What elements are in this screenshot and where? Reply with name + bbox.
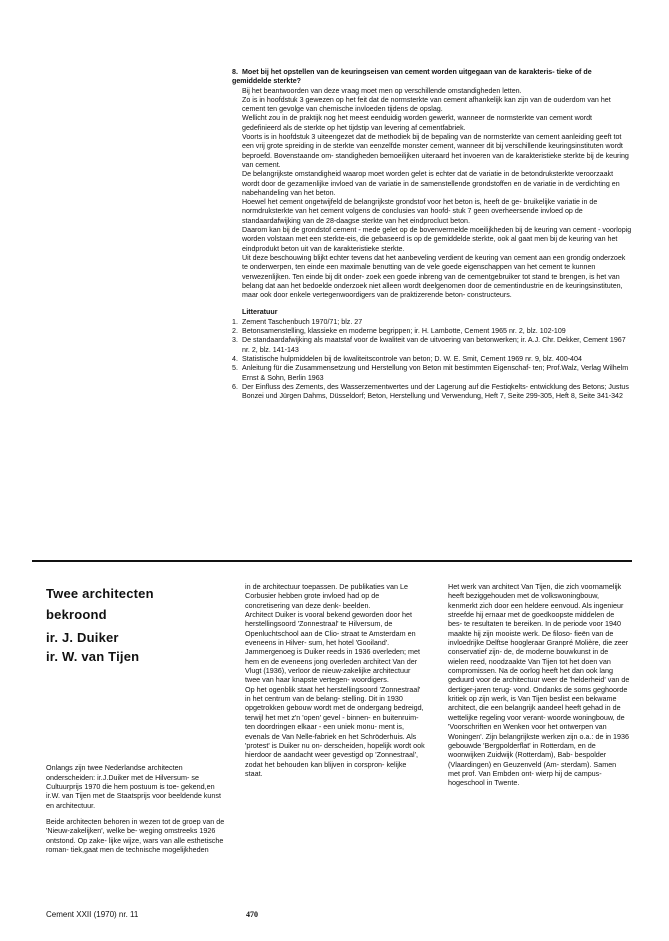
article-title-line1: Twee architecten xyxy=(46,586,154,601)
paragraph: Daarom kan bij de grondstof cement - mede gelet op de bovenvermelde moeilijkheden bij de keuring van cement - voorlopig worden volstaan met een sterkte-eis, die gebaseerd is op de gemiddelde sterkte, ook al gaat men bij de keuring van het eindprodukt beton uit van de karakteristieke sterkte. xyxy=(242,226,632,253)
literature-text: Anleitung für die Zusammensetzung und Herstellung von Beton mit bestimmten Eigenschaf- ten; Prof.Walz, Verlag Wilhelm Ernst & Sohn, Berlin 1963 xyxy=(242,364,629,382)
literature-text: Statistische hulpmiddelen bij de kwaliteitscontrole van beton; D. W. E. Smit, Cement 1969 nr. 9, blz. 400-404 xyxy=(242,354,582,363)
article-column-1 xyxy=(46,756,226,862)
paragraph: Beide architecten behoren in wezen tot de groep van de 'Nieuw-zakelijken', welke be- weging omstreeks 1926 ontstond. Op zake- lijke wijze, wars van alle esthetische roman- tiek,gaat men de technische mogelijkheden xyxy=(46,817,225,855)
article-title xyxy=(46,583,154,625)
question-text: Moet bij het opstellen van de keuringseisen van cement worden uitgegaan van de karakteris- tieke of de gemiddelde sterkte? xyxy=(232,68,592,86)
article-names xyxy=(46,628,139,666)
architect-name-duiker: ir. J. Duiker xyxy=(46,630,119,645)
paragraph: Op het ogenblik staat het herstellingsoord 'Zonnestraal' in het centrum van de belang- stelling. Dit in 1930 opgetrokken gebouw wordt met de ondergang bedreigd, terwijl het met z'n 'open' gevel - binnen- en buitenruim- ten doordringen elkaar - een uniek monu- ment is, evenals de Van Nelle-fabriek en het Schröderhuis. Als 'protest' is Duiker nu on- derscheiden, hopelijk wordt ook hierdoor de aandacht weer gevestigd op 'Zonnestraal', zodat het behouden kan blijven in corspron- kelijke staat. xyxy=(245,684,425,778)
literature-text: Betonsamenstelling, klassieke en moderne begrippen; ir. H. Lambotte, Cement 1965 nr. 2, blz. 102-109 xyxy=(242,327,566,336)
paragraph: Architect Duiker is vooral bekend geworden door het herstellingsoord 'Zonnestraal' te Hilversum, de Openluchtschool aan de Clio- straat te Amsterdam en eveneens in Hilver- sum, het hotel 'Gooiland'. Jammergenoeg is Duiker reeds in 1936 overleden; met hem en de eveneens jong overleden architect Van der Vlugt (1936), verloor de nieuw-zakelijke architectuur twee van haar knapste vertegen- woordigers. xyxy=(245,610,420,685)
architect-name-van-tijen: ir. W. van Tijen xyxy=(46,649,140,664)
paragraph: Bij het beantwoorden van deze vraag moet men op verschillende omstandigheden letten. xyxy=(242,86,522,95)
paragraph: De belangrijkste omstandigheid waarop moet worden gelet is echter dat de variatie in de betondruksterkte veroorzaakt wordt door de gezamenlijke invloed van de variatie in de samenstellende grondstoffen en de variatie in de verdichting en nabehandeling van het beton. xyxy=(242,170,620,197)
literature-item xyxy=(232,318,632,327)
literature-number: 3. xyxy=(232,336,238,345)
journal-reference: Cement XXII (1970) nr. 11 xyxy=(46,910,139,919)
question-8 xyxy=(232,68,632,87)
literature-item xyxy=(232,364,632,383)
paragraph: Voorts is in hoofdstuk 3 uiteengezet dat de methodiek bij de bepaling van de normsterkte van cement aanleiding geeft tot een vrij grote spreiding in de sterkte van eenzelfde monster cement, wanneer dit bij verschillende keuringsinstituten wordt beproefd. Bovenstaande om- standigheden bemoeilijken uiteraard het invoeren van de karakteristieke sterkte bij de keuring van cement. xyxy=(242,133,629,169)
page-number: 470 xyxy=(246,910,258,919)
literature-item xyxy=(232,355,632,364)
paragraph: Wellicht zou in de praktijk nog het meest eenduidig worden gewerkt, wanneer de normsterkte van cement wordt gedefinieerd als de sterkte op het tijdstip van levering af cementfabriek. xyxy=(242,114,593,132)
literature-number: 2. xyxy=(232,327,238,336)
question-number: 8. xyxy=(232,68,238,76)
literature-text: Der Einfluss des Zements, des Wasserzementwertes und der Lagerung auf die Festiqkelts- entwicklung des Betons; Justus Bonzei und Jürgen Dahms, Düsseldorf; Beton, Herstellung und Verwendung, Heft 7, Seite 299-305, Heft 8, Seite 341-342 xyxy=(242,382,629,401)
literature-number: 6. xyxy=(232,382,238,391)
literature-item xyxy=(232,336,632,355)
literature-item xyxy=(232,383,632,402)
literature-heading: Litteratuur xyxy=(242,308,278,317)
upper-article xyxy=(232,68,632,401)
paragraph: Hoewel het cement ongetwijfeld de belangrijkste grondstof voor het beton is, heeft de ge- bruikelijke variatie in de normdruksterkte van het cement volgens de conclusies van hoofd- stuk 7 geen overheersende invloed op de standaardafwijking van de 28-daagse sterkte van het eindprocluct beton. xyxy=(242,198,598,225)
paragraph: Het werk van architect Van Tijen, die zich voornamelijk heeft beziggehouden met de volkswoningbouw, kenmerkt zich door een heldere eenvoud. Als ingenieur streefde hij ernaar met de goedkoopste middelen de bes- te resultaten te bereiken. In de periode voor 1940 maakte hij zijn mooiste werk. De filoso- fieën van de invloedrijke Delftse hoogleraar Granpré Molière, die zeer conservatief zijn- de, de moderne bouwkunst in de wielen reed, noodzaakte Van Tijen tot het doen van compromissen. Na de oorlog heeft het dan ook lang geduurd voor de architectuur weer de 'helderheid' van de dertiger-jaren terug- vond. Ondanks de soms geghoorde kritiek op zijn werk, is Van Tijen beslist een bekwame architect, die een belangrijk aandeel heeft gehad in de wettelijke regeling voor verant- woorde woningbouw, de 'Voorschriften en Wenken voor het ontwerpen van Woningen'. Zijn belangrijkste werken zijn o.a.: de in 1936 gebouwde 'Bergpolderflat' in Rotterdam, en de woonwijken Zuidwijk (Rotterdam), Bab- bespolder (Vlaardingen) en Geuzenveld (Am- sterdam). Samen met prof. Van Embden ont- wierp hij de campus-hogeschool in Twente. xyxy=(448,582,630,788)
literature-item xyxy=(232,327,632,336)
paragraph: Onlangs zijn twee Nederlandse architecten onderscheiden: ir.J.Duiker met de Hilversum- se Cultuurprijs 1970 die hem postuum is toe- gekend,en ir.W. van Tijen met de Staatsprijs voor beeldende kunst en architectuur. xyxy=(46,763,221,810)
article-column-2 xyxy=(245,582,425,778)
literature-text: De standaardafwijking als maatstaf voor de kwaliteit van de uitvoering van betonwerken; ir. A.J. Chr. Dekker, Cement 1967 nr. 2, blz. 141-143 xyxy=(242,336,626,354)
paragraph: Uit deze beschouwing blijkt echter tevens dat het aanbeveling verdient de keuring van cement aan een grondig onderzoek te onderwerpen, ten einde een maximale benutting van de vele goede eigenschappen van het cement te kunnen verwezenlijken. Ten einde bij dit onder- zoek een goede inbreng van de cementgebruiker tot stand te brengen, is het van belang dat aan het bedoelde onderzoek niet alleen wordt deelgenomen door de cementindustrie en de keuringsinstituten, maar ook door enkele vertegenwoordigers van de praktizerende beton- constructeurs. xyxy=(242,253,626,300)
literature-number: 1. xyxy=(232,317,238,326)
literature-text: Zement Taschenbuch 1970/71; blz. 27 xyxy=(242,317,363,326)
paragraph: in de architectuur toepassen. De publikaties van Le Corbusier hebben grote invloed had op de concretisering van deze denk- beelden. xyxy=(245,582,409,610)
paragraph: Zo is in hoofdstuk 3 gewezen op het feit dat de normsterkte van cement afhankelijk kan zijn van de ouderdom van het cement ten gevolge van chemische invloeden tijdens de opslag. xyxy=(242,95,611,114)
literature-list xyxy=(232,318,632,402)
section-divider xyxy=(32,560,632,562)
article-title-line2: bekroond xyxy=(46,607,107,622)
literature-number: 5. xyxy=(232,364,238,373)
literature-number: 4. xyxy=(232,354,238,363)
article-column-3 xyxy=(448,582,630,788)
